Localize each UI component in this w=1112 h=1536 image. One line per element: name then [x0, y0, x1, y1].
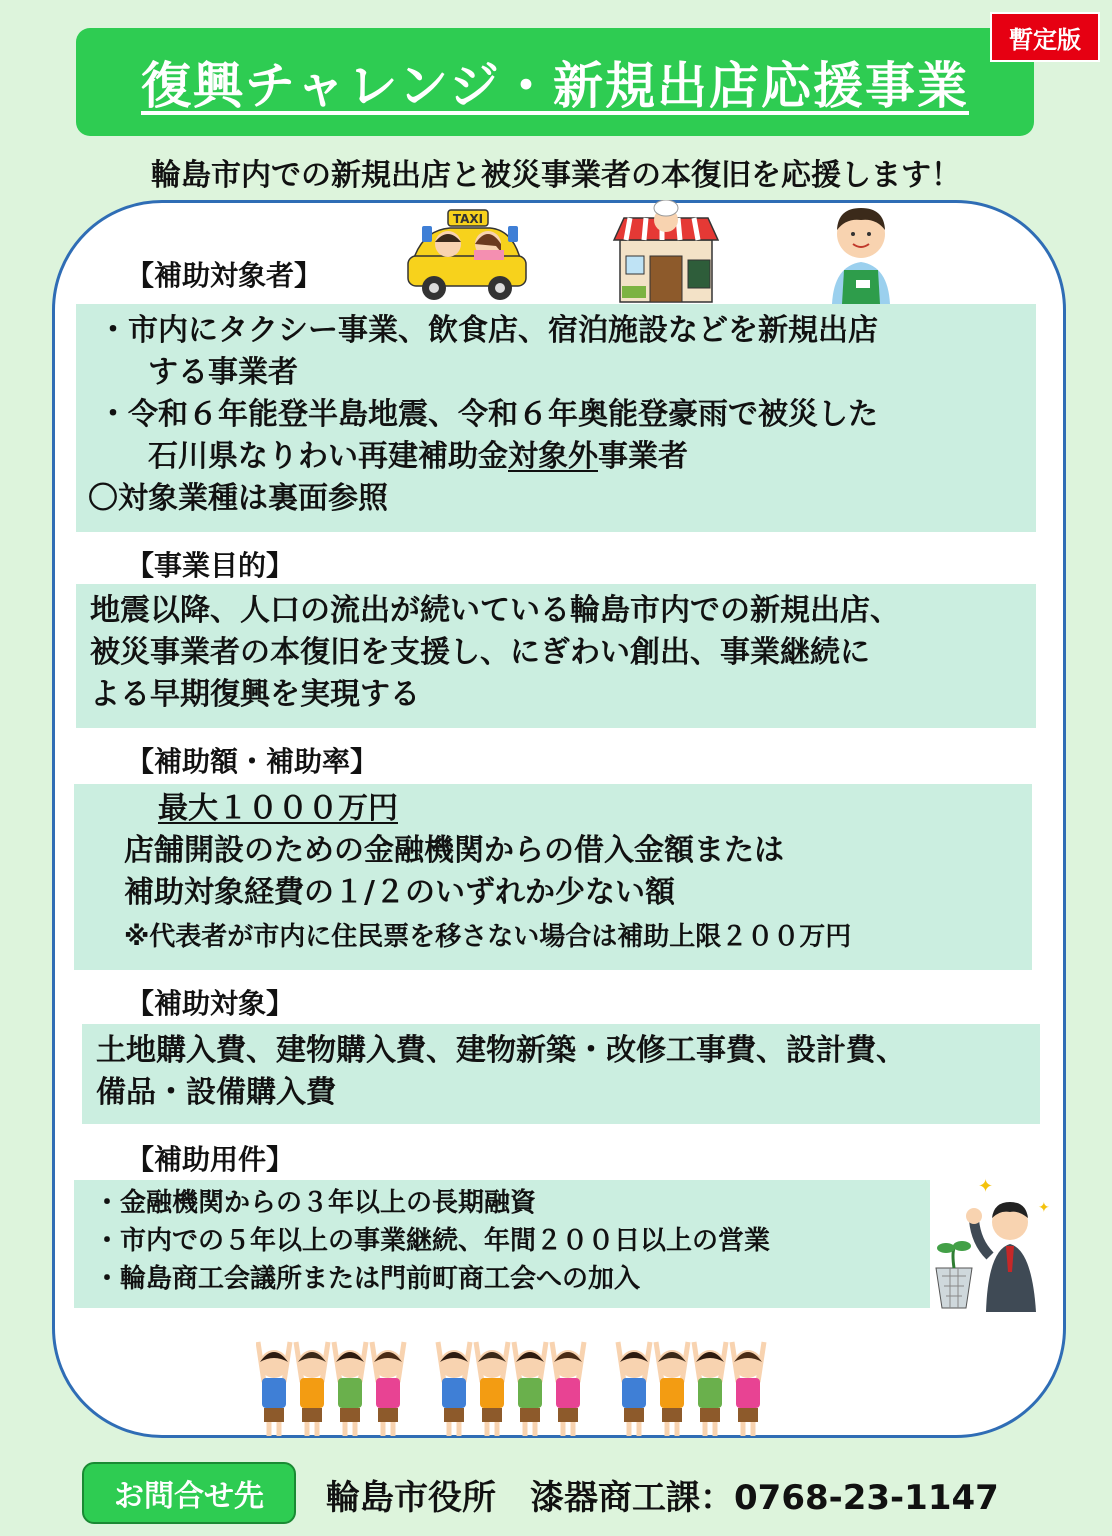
- child-figure: [552, 1342, 584, 1436]
- targets-heading: 【補助対象者】: [126, 259, 323, 292]
- child-figure: [656, 1342, 688, 1436]
- child-figure: [372, 1342, 404, 1436]
- title-banner: [76, 28, 1034, 136]
- expenses-line-2: 備品・設備購入費: [96, 1075, 336, 1110]
- targets-line-5: 〇対象業種は裏面参照: [88, 481, 388, 516]
- amount-line-2: 補助対象経費の１/２のいずれか少ない額: [124, 875, 675, 910]
- amount-heading: 【補助額・補助率】: [126, 745, 379, 778]
- requirements-heading: 【補助用件】: [126, 1143, 295, 1176]
- contact-label: お問合せ先: [82, 1462, 296, 1524]
- purpose-heading: 【事業目的】: [126, 549, 295, 582]
- taxi-icon: [404, 208, 530, 302]
- expenses-line-1: 土地購入費、建物購入費、建物新築・改修工事費、設計費、: [96, 1033, 906, 1068]
- child-figure: [334, 1342, 366, 1436]
- purpose-line-2: 被災事業者の本復旧を支援し、にぎわい創出、事業継続に: [90, 635, 870, 670]
- child-figure: [618, 1342, 650, 1436]
- children-icon: [256, 1332, 796, 1440]
- child-figure: [514, 1342, 546, 1436]
- expenses-heading: 【補助対象】: [126, 987, 295, 1020]
- amount-line-1: 店舗開設のための金融機関からの借入金額または: [124, 833, 784, 868]
- requirements-line-3: ・輪島商工会議所または門前町商工会への加入: [94, 1264, 641, 1294]
- targets-line-3: ・令和６年能登半島地震、令和６年奥能登豪雨で被災した: [98, 397, 878, 432]
- expenses-box: [82, 1024, 1040, 1124]
- child-figure: [258, 1342, 290, 1436]
- targets-line-4c: 事業者: [598, 439, 688, 474]
- targets-line-4a: 石川県なりわい再建補助金: [148, 439, 508, 474]
- requirements-line-2: ・市内での５年以上の事業継続、年間２００日以上の営業: [94, 1226, 771, 1256]
- provisional-badge: 暫定版: [990, 12, 1100, 62]
- child-figure: [476, 1342, 508, 1436]
- amount-box: [74, 784, 1032, 970]
- purpose-line-3: よる早期復興を実現する: [90, 677, 420, 712]
- purpose-box: [76, 584, 1036, 728]
- subtitle: 輪島市内での新規出店と被災事業者の本復旧を応援します！: [151, 158, 961, 193]
- requirements-box: [74, 1180, 930, 1308]
- child-figure: [694, 1342, 726, 1436]
- taxi-sign-text: TAXI: [452, 212, 484, 226]
- contact-info: 輪島市役所 漆器商工課：0768-23-1147: [326, 1478, 999, 1518]
- svg-text:✦: ✦: [978, 1176, 994, 1197]
- child-figure: [438, 1342, 470, 1436]
- clerk-icon: [826, 200, 896, 304]
- amount-max: 最大１０００万円: [158, 791, 398, 826]
- targets-box: [76, 304, 1036, 532]
- svg-text:✦: ✦: [1038, 1200, 1050, 1216]
- requirements-line-1: ・金融機関からの３年以上の長期融資: [94, 1188, 537, 1218]
- amount-note: ※代表者が市内に住民票を移さない場合は補助上限２００万円: [124, 922, 852, 952]
- targets-line-2: する事業者: [148, 355, 298, 390]
- shop-icon: [610, 200, 722, 304]
- purpose-line-1: 地震以降、人口の流出が続いている輪島市内での新規出店、: [90, 593, 900, 628]
- child-figure: [296, 1342, 328, 1436]
- businessman-icon: [928, 1172, 1054, 1312]
- targets-line-4: [98, 436, 1036, 478]
- targets-line-4-excluded: 対象外: [508, 439, 598, 474]
- page-title: 復興チャレンジ・新規出店応援事業: [141, 57, 969, 115]
- targets-line-1: ・市内にタクシー事業、飲食店、宿泊施設などを新規出店: [98, 313, 878, 348]
- child-figure: [732, 1342, 764, 1436]
